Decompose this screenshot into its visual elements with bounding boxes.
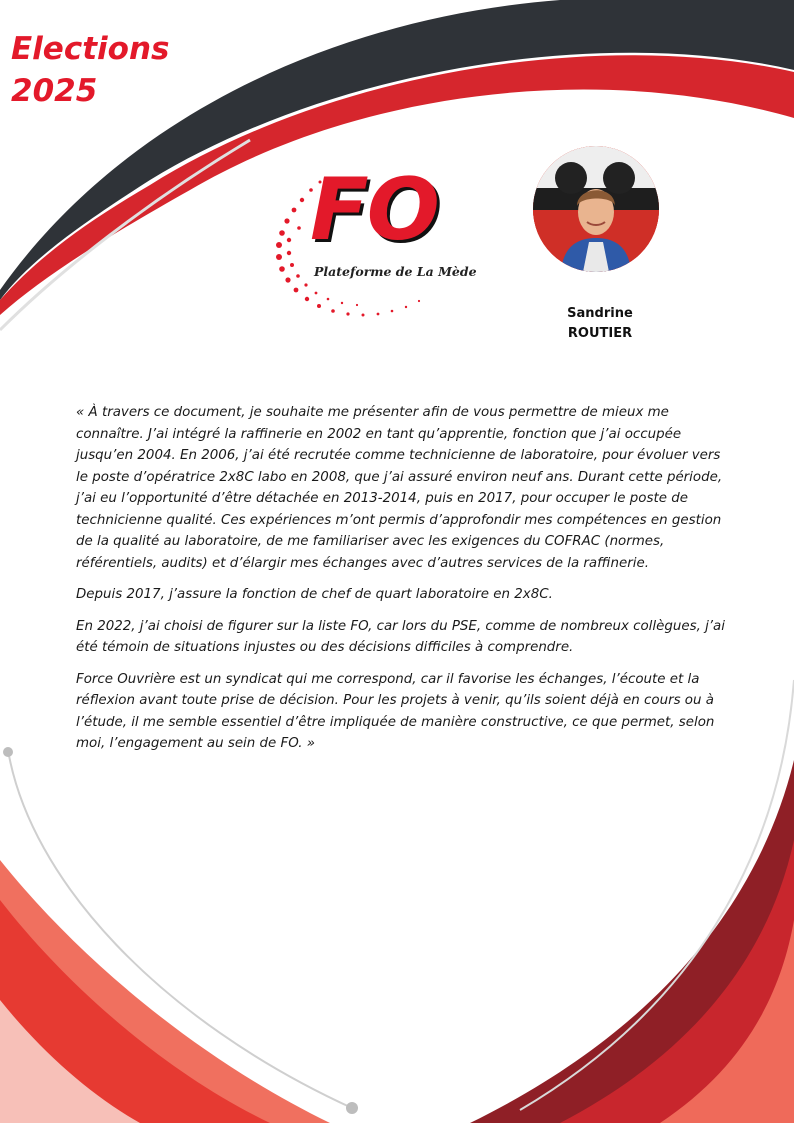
title-line-2: 2025 [11,73,98,109]
page-title [11,28,169,112]
title-line-1: Elections [11,31,170,67]
candidate-photo [533,146,659,272]
logo-subtitle: Plateforme de La Mède [314,264,477,279]
fo-letters: FO [310,160,438,260]
left-arc-dot [3,747,13,757]
portrait-illustration [533,146,659,272]
fo-logo [262,160,477,330]
candidate-name [520,304,680,344]
bottom-arc-dot [346,1102,358,1114]
statement-paragraph-2: Depuis 2017, j’assure la fonction de chef de quart laboratoire en 2x8C. [76,587,553,602]
statement-paragraph-4: Force Ouvrière est un syndicat qui me correspond, car il favorise les échanges, l’écoute et la réflexion avant toute prise de décision. Pour les projets à venir, qu’ils soient déjà en cours ou à l’étude, il me semble essentiel d’être impliquée de manière constructive, ce que permet, selon moi, l’engagement au sein de FO. » [76,671,715,751]
statement-text [76,402,726,765]
candidate-last-name: ROUTIER [567,326,633,341]
statement-paragraph-3: En 2022, j’ai choisi de figurer sur la liste FO, car lors du PSE, comme de nombreux collègues, j’ai été témoin de situations injustes ou des décisions difficiles à comprendre. [76,618,725,655]
candidate-first-name: Sandrine [567,306,633,321]
statement-paragraph-1: « À travers ce document, je souhaite me présenter afin de vous permettre de mieux me connaître. J’ai intégré la raffinerie en 2002 en tant qu’apprentie, fonction que j’ai occupée jusqu’en 2004. En 2006, j’ai été recrutée comme technicienne de laboratoire, pour évoluer vers le poste d’opératrice 2x8C labo en 2008, que j’ai assuré environ neuf ans. Durant cette période, j’ai eu l’opportunité d’être détachée en 2013-2014, puis en 2017, pour occuper le poste de technicienne qualité. Ces expériences m’ont permis d’approfondir mes compétences en gestion de la qualité au laboratoire, de me familiariser avec les exigences du COFRAC (normes, référentiels, audits) et d’élargir mes échanges avec d’autres services de la raffinerie. [76,405,723,571]
